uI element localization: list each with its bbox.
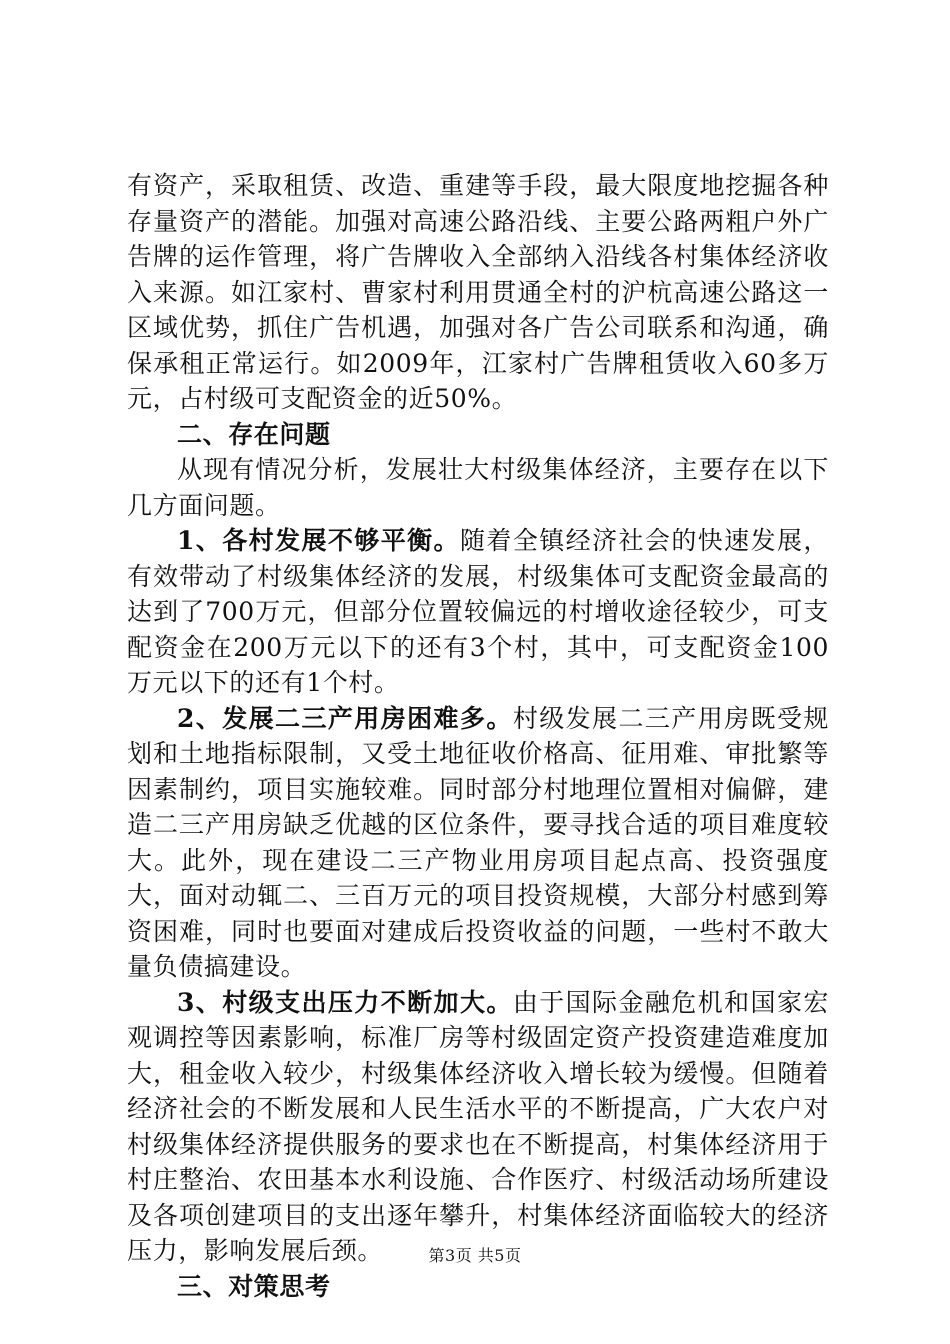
paragraph-text: 由于国际金融危机和国家宏观调控等因素影响，标准厂房等村级固定资产投资建造难度加大，租金收入较少，村级集体经济收入增长较为缓慢。但随着经济社会的不断发展和人民生活水平的不断提高，广大农户对村级集体经济提供服务的要求也在不断提高，村集体经济用于村庄整治、农田基本水利设施、合作医疗、村级活动场所建设及各项创建项目的支出逐年攀升，村集体经济面临较大的经济压力，影响发展后颈。 [127, 987, 829, 1265]
paragraph-text: 从现有情况分析，发展壮大村级集体经济，主要存在以下几方面问题。 [127, 455, 829, 520]
paragraph-point-1 [127, 523, 829, 701]
paragraph-lead: 2、发展二三产用房困难多。 [177, 703, 513, 733]
paragraph-text: 随着全镇经济社会的快速发展，有效带动了村级集体经济的发展，村级集体可支配资金最高的达到了700万元，但部分位置较偏远的村增收途径较少，可支配资金在200万元以下的还有3个村，其中，可支配资金100万元以下的还有1个村。 [127, 526, 829, 697]
paragraph-lead: 1、各村发展不够平衡。 [177, 526, 460, 555]
paragraph-text: 村级发展二三产用房既受规划和土地指标限制，又受土地征收价格高、征用难、审批繁等因素制约，项目实施较难。同时部分村地理位置相对偏僻，建造二三产用房缺乏优越的区位条件，要寻找合适的项目难度较大。此外，现在建设二三产物业用房项目起点高、投资强度大，面对动辄二、三百万元的项目投资规模，大部分村感到筹资困难，同时也要面对建成后投资收益的问题，一些村不敢大量负债搞建设。 [127, 703, 829, 981]
paragraph-lead: 3、村级支出压力不断加大。 [177, 987, 513, 1017]
paragraph-point-3 [127, 985, 829, 1269]
page-number-footer: 第3页 共5页 [428, 1246, 522, 1265]
paragraph-point-2 [127, 701, 829, 985]
paragraph-text: 有资产，采取租赁、改造、重建等手段，最大限度地挖掘各种存量资产的潜能。加强对高速公路沿线、主要公路两粗户外广告牌的运作管理，将广告牌收入全部纳入沿线各村集体经济收入来源。如江家村、曹家村利用贯通全村的沪杭高速公路这一区域优势，抓住广告机遇，加强对各广告公司联系和沟通，确保承租正常运行。如2009年，江家村广告牌租赁收入60多万元，占村级可支配资金的近50%。 [127, 171, 829, 413]
paragraph-assets [127, 168, 829, 417]
paragraph-analysis [127, 452, 829, 523]
document-body [127, 168, 829, 1304]
section-heading-problems: 二、存在问题 [177, 419, 331, 449]
section-heading-countermeasures: 三、对策思考 [177, 1271, 331, 1301]
